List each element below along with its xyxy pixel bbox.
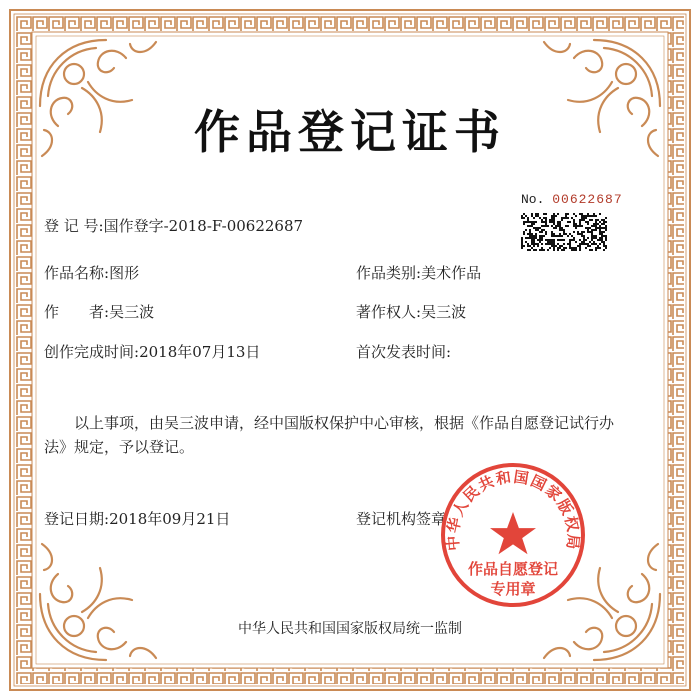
completion-row	[44, 341, 260, 362]
seal-label: 登记机构签章	[356, 510, 447, 528]
owner-label: 著作权人:	[356, 303, 422, 321]
certificate-number	[521, 192, 623, 207]
author-value: 吴三波	[109, 303, 155, 321]
author-row	[44, 301, 154, 322]
paragraph-text: 以上事项，由吴三波申请，经中国版权保护中心审核，根据《作品自愿登记试行办法》规定，予以登记。	[44, 414, 615, 456]
number-prefix: No.	[521, 192, 545, 207]
publish-row	[356, 341, 451, 362]
star-icon	[490, 512, 536, 554]
reg-date-label: 登记日期:	[44, 510, 110, 528]
footer-text: 中华人民共和国国家版权局统一监制	[238, 621, 462, 637]
work-name-value: 图形	[109, 264, 140, 282]
seal-arc-text: 中华人民共和国国家版权局	[443, 467, 583, 552]
seal-line2: 专用章	[490, 580, 536, 598]
category-value: 美术作品	[421, 264, 482, 282]
author-label: 作 者:	[44, 303, 110, 321]
reg-date-value: 2018年09月21日	[109, 510, 231, 528]
certificate-paragraph	[44, 411, 624, 459]
publish-label: 首次发表时间:	[356, 343, 452, 361]
certificate-title: 作品登记证书	[194, 105, 506, 159]
reg-no-label: 登 记 号:	[44, 217, 104, 235]
category-row	[356, 262, 481, 283]
work-name-row	[44, 262, 139, 283]
work-name-label: 作品名称:	[44, 264, 110, 282]
reg-no-row	[44, 215, 303, 236]
reg-no-value: 国作登字-2018-F-00622687	[103, 217, 304, 235]
reg-date-row	[44, 508, 230, 529]
qr-code-icon	[521, 213, 607, 251]
owner-value: 吴三波	[421, 303, 467, 321]
category-label: 作品类别:	[356, 264, 422, 282]
owner-row	[356, 301, 466, 322]
seal-line1: 作品自愿登记	[467, 560, 559, 578]
completion-label: 创作完成时间:	[44, 343, 140, 361]
number-value: 00622687	[552, 192, 623, 207]
official-seal	[438, 460, 588, 610]
completion-value: 2018年07月13日	[139, 343, 261, 361]
